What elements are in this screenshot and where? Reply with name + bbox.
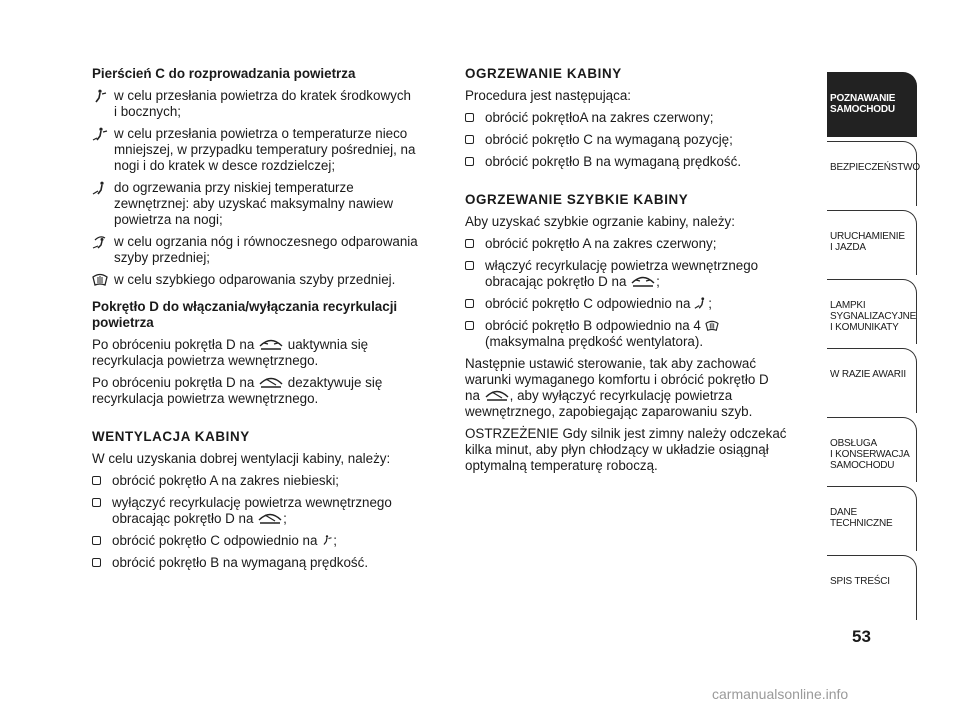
bullet-box-icon	[92, 536, 101, 545]
section-tab[interactable]: SPIS TREŚCI	[827, 555, 917, 620]
knob-paragraph-1: Po obróceniu pokrętła D na uaktywnia się recyrkulacja powietrza wewnętrznego.	[92, 337, 369, 368]
ring-item-face-feet	[92, 126, 442, 174]
airflow-feet-windshield-icon	[92, 235, 108, 249]
vent-intro: W celu uzyskania dobrej wentylacji kabiny, należy:	[92, 451, 391, 466]
section-tab[interactable]: OBSŁUGA I KONSERWACJA SAMOCHODU	[827, 417, 917, 482]
knob-paragraph-2: Po obróceniu pokrętła D na dezaktywuje się recyrkulacja powietrza wewnętrznego.	[92, 375, 383, 406]
bullet-box-icon	[465, 135, 474, 144]
recirculation-off-icon	[257, 511, 283, 525]
heat-step-2: obrócić pokrętło C na wymaganą pozycję;	[465, 132, 805, 148]
heat-intro: Procedura jest następująca:	[465, 88, 631, 103]
watermark: carmanualsonline.info	[712, 686, 849, 702]
ring-item-text: w celu szybkiego odparowania szyby przedniej.	[114, 272, 396, 287]
fast-step-2: włączyć recyrkulację powietrza wewnętrznego obracając pokrętło D na ;	[465, 258, 805, 290]
ring-item-defrost	[92, 272, 442, 288]
recirculation-off-icon	[258, 375, 284, 389]
section-tab[interactable]: BEZPIECZEŃSTWO	[827, 141, 917, 206]
airflow-face-icon	[92, 89, 108, 103]
middle-column	[465, 66, 805, 474]
bullet-box-icon	[465, 113, 474, 122]
knob-section-title: Pokrętło D do włączania/wyłączania recyrkulacji powietrza	[92, 299, 398, 330]
section-tab[interactable]: POZNAWANIE SAMOCHODU	[827, 72, 917, 137]
section-tab[interactable]: LAMPKI SYGNALIZACYJNE I KOMUNIKATY	[827, 279, 917, 344]
windshield-defrost-icon	[92, 273, 108, 287]
fast-heat-section-title: OGRZEWANIE SZYBKIE KABINY	[465, 192, 689, 207]
warning-paragraph: OSTRZEŻENIE Gdy silnik jest zimny należy odczekać kilka minut, aby płyn chłodzący w układzie osiągnął optymalną temperaturę roboczą.	[465, 426, 787, 473]
bullet-box-icon	[465, 261, 474, 270]
airflow-feet-icon	[694, 296, 708, 310]
bullet-box-icon	[465, 157, 474, 166]
section-tab[interactable]: URUCHAMIENIE I JAZDA	[827, 210, 917, 275]
ring-item-face	[92, 88, 442, 120]
fast-step-1: obrócić pokrętło A na zakres czerwony;	[465, 236, 805, 252]
fast-step-4: obrócić pokrętło B odpowiednio na 4 (maksymalna prędkość wentylatora).	[465, 318, 805, 350]
airflow-face-icon	[321, 533, 333, 547]
vent-step-4: obrócić pokrętło B na wymaganą prędkość.	[92, 555, 442, 571]
recirculation-on-icon	[258, 337, 284, 351]
ring-item-text: w celu przesłania powietrza do kratek środkowych i bocznych;	[114, 88, 411, 119]
section-tab[interactable]: DANE TECHNICZNE	[827, 486, 917, 551]
bullet-box-icon	[92, 498, 101, 507]
left-column	[92, 66, 442, 571]
ring-item-text: w celu przesłania powietrza o temperaturze nieco mniejszej, w przypadku temperatury pośredniej, na nogi i do kratek w desce rozdzielczej;	[114, 126, 416, 173]
ring-item-feet	[92, 180, 442, 228]
airflow-feet-icon	[92, 181, 108, 195]
vent-step-1: obrócić pokrętło A na zakres niebieski;	[92, 473, 442, 489]
bullet-box-icon	[92, 558, 101, 567]
heat-step-3: obrócić pokrętło B na wymaganą prędkość.	[465, 154, 805, 170]
section-tab[interactable]: W RAZIE AWARII	[827, 348, 917, 413]
vent-step-3: obrócić pokrętło C odpowiednio na ;	[92, 533, 442, 549]
windshield-defrost-icon	[705, 320, 719, 332]
ring-section-title: Pierścień C do rozprowadzania powietrza	[92, 66, 356, 81]
ring-item-text: w celu ogrzania nóg i równoczesnego odparowania szyby przedniej;	[114, 234, 418, 265]
page-number: 53	[852, 627, 871, 646]
bullet-box-icon	[465, 239, 474, 248]
bullet-box-icon	[465, 299, 474, 308]
vent-section-title: WENTYLACJA KABINY	[92, 429, 250, 444]
recirculation-off-icon	[484, 388, 510, 402]
fast-heat-intro: Aby uzyskać szybkie ogrzanie kabiny, należy:	[465, 214, 735, 229]
bullet-box-icon	[465, 321, 474, 330]
heat-section-title: OGRZEWANIE KABINY	[465, 66, 622, 81]
fast-step-3: obrócić pokrętło C odpowiednio na ;	[465, 296, 805, 312]
section-tabs	[827, 72, 920, 624]
ring-item-feet-windshield	[92, 234, 442, 266]
heat-step-1: obrócić pokrętłoA na zakres czerwony;	[465, 110, 805, 126]
vent-step-2: wyłączyć recyrkulację powietrza wewnętrznego obracając pokrętło D na ;	[92, 495, 442, 527]
recirculation-on-icon	[630, 274, 656, 288]
next-paragraph: Następnie ustawić sterowanie, tak aby zachować warunki wymaganego komfortu i obrócić pokrętło D na , aby wyłączyć recyrkulację powietrza wewnętrznego, zapobiegając zaparowaniu szyb.	[465, 356, 769, 419]
ring-item-text: do ogrzewania przy niskiej temperaturze zewnętrznej: aby uzyskać maksymalny nawiew powietrza na nogi;	[114, 180, 394, 227]
airflow-face-feet-icon	[92, 127, 108, 141]
bullet-box-icon	[92, 476, 101, 485]
